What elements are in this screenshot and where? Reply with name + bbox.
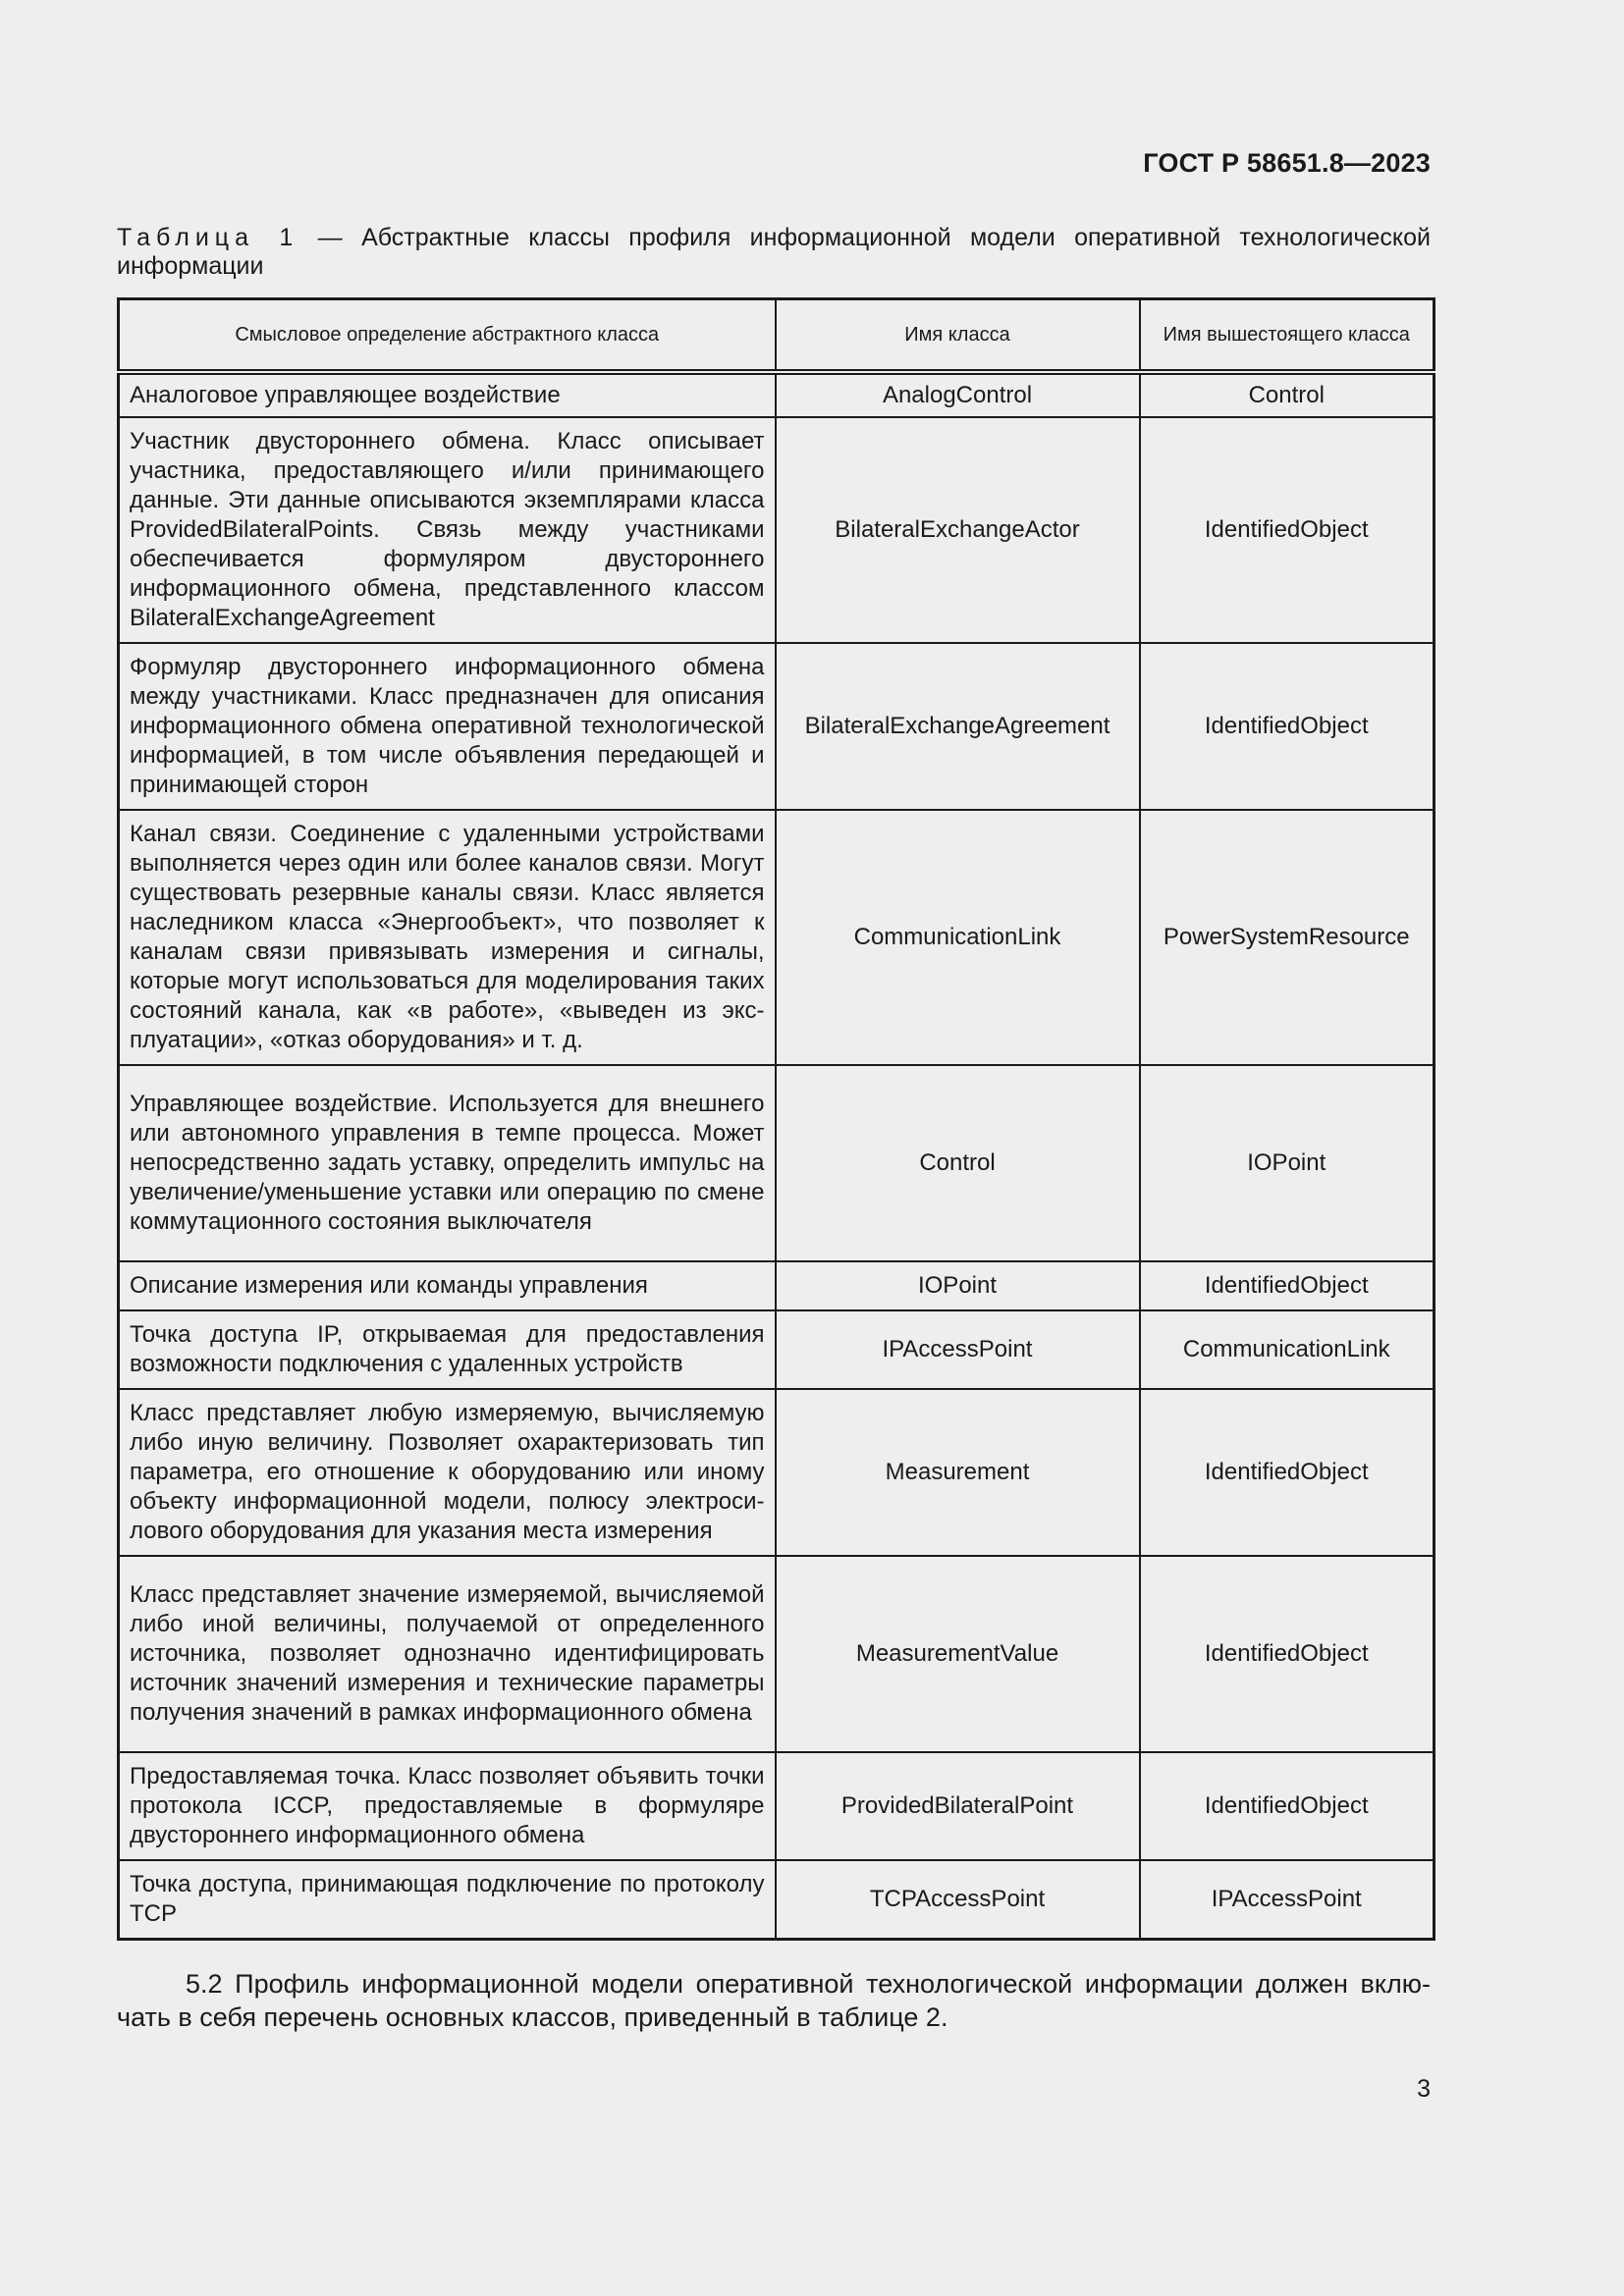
definition-cell: Класс представляет значение измеряемой, вычисляемой либо иной величины, получаемой от определенного источника, позволяет однозначно идентифицировать источник значений измерения и технические параметры получения значений в рамках информационного обмена — [119, 1556, 776, 1752]
parent-class-cell: CommunicationLink — [1140, 1310, 1435, 1389]
definition-cell: Описание измерения или команды управления — [119, 1261, 776, 1310]
table-caption-text: Абстрактные классы профиля информационной модели оперативной технологической информации — [117, 224, 1431, 280]
definition-cell: Точка доступа, принимающая подключение по протоколу TCP — [119, 1860, 776, 1939]
table-caption — [117, 224, 1431, 281]
body-paragraph: 5.2 Профиль информационной модели оперативной технологической информации должен включать в себя перечень основных классов, приведенный в таблице 2. — [117, 1969, 1431, 2032]
definition-cell: Управляющее воздействие. Используется для внешнего или автономного управления в темпе процесса. Может непосредственно задать уставку, определить импульс на увеличение/уменьшение уставки или операцию по смене коммутационного состояния выключателя — [119, 1065, 776, 1261]
table-row — [119, 1065, 1435, 1261]
standard-designation: ГОСТ Р 58651.8—2023 — [1143, 148, 1431, 178]
table-caption-dash: — — [298, 224, 362, 251]
table-row — [119, 1556, 1435, 1752]
column-header-definition: Смысловое определение абстрактного класса — [119, 299, 776, 373]
table-row — [119, 1860, 1435, 1939]
table-header-row — [119, 299, 1435, 373]
parent-class-cell: IdentifiedObject — [1140, 1556, 1435, 1752]
definition-cell: Участник двустороннего обмена. Класс описывает участника, предоставляющего и/или принимающего данные. Эти данные описываются экземплярами класса ProvidedBilateralPoints. Связь между участниками обеспечивается формуляром двустороннего информационного обмена, представленного классом BilateralExchangeAgreement — [119, 417, 776, 643]
table-caption-label: Таблица 1 — [117, 224, 299, 251]
table-row — [119, 643, 1435, 810]
class-name-cell: Control — [776, 1065, 1140, 1261]
parent-class-cell: IOPoint — [1140, 1065, 1435, 1261]
definition-cell: Класс представляет любую измеряемую, вычисляемую либо иную величину. Позволяет охарактеризовать тип параметра, его отношение к оборудованию или иному объекту информационной модели, полюсу электросилового оборудования для указания места измерения — [119, 1389, 776, 1556]
table-row — [119, 1310, 1435, 1389]
class-name-cell: TCPAccessPoint — [776, 1860, 1140, 1939]
column-header-class-name: Имя класса — [776, 299, 1140, 373]
column-header-parent-class: Имя вышестоящего класса — [1140, 299, 1435, 373]
parent-class-cell: IPAccessPoint — [1140, 1860, 1435, 1939]
abstract-classes-table — [117, 297, 1435, 1941]
table-row — [119, 417, 1435, 643]
parent-class-cell: IdentifiedObject — [1140, 1389, 1435, 1556]
parent-class-cell: PowerSystemResource — [1140, 810, 1435, 1065]
table-row — [119, 1389, 1435, 1556]
parent-class-cell: IdentifiedObject — [1140, 1261, 1435, 1310]
table-row — [119, 1261, 1435, 1310]
definition-cell: Точка доступа IP, открываемая для предоставления возможности подключения с удаленных устройств — [119, 1310, 776, 1389]
class-name-cell: AnalogControl — [776, 372, 1140, 417]
table-row — [119, 810, 1435, 1065]
class-name-cell: MeasurementValue — [776, 1556, 1140, 1752]
definition-cell: Канал связи. Соединение с удаленными устройствами выполняется через один или более каналов связи. Могут существовать резервные каналы связи. Класс является наследником класса «Энергообъект», что позволяет к каналам связи привязывать измерения и сигналы, которые могут использоваться для моделирования таких состояний канала, как «в работе», «выведен из эксплуатации», «отказ оборудования» и т. д. — [119, 810, 776, 1065]
parent-class-cell: IdentifiedObject — [1140, 643, 1435, 810]
parent-class-cell: IdentifiedObject — [1140, 1752, 1435, 1860]
page-number: 3 — [1417, 2075, 1431, 2103]
definition-cell: Аналоговое управляющее воздействие — [119, 372, 776, 417]
table-row — [119, 1752, 1435, 1860]
class-name-cell: IOPoint — [776, 1261, 1140, 1310]
class-name-cell: CommunicationLink — [776, 810, 1140, 1065]
class-name-cell: IPAccessPoint — [776, 1310, 1140, 1389]
class-name-cell: BilateralExchangeActor — [776, 417, 1140, 643]
class-name-cell: BilateralExchangeAgreement — [776, 643, 1140, 810]
definition-cell: Формуляр двустороннего информационного обмена между участниками. Класс предназначен для описания информационного обмена оперативной технологической информацией, в том числе объявления передающей и принимающей сторон — [119, 643, 776, 810]
class-name-cell: Measurement — [776, 1389, 1140, 1556]
parent-class-cell: Control — [1140, 372, 1435, 417]
definition-cell: Предоставляемая точка. Класс позволяет объявить точки протокола ICCP, предоставляемые в формуляре двустороннего информационного обмена — [119, 1752, 776, 1860]
table-row — [119, 372, 1435, 417]
class-name-cell: ProvidedBilateralPoint — [776, 1752, 1140, 1860]
parent-class-cell: IdentifiedObject — [1140, 417, 1435, 643]
